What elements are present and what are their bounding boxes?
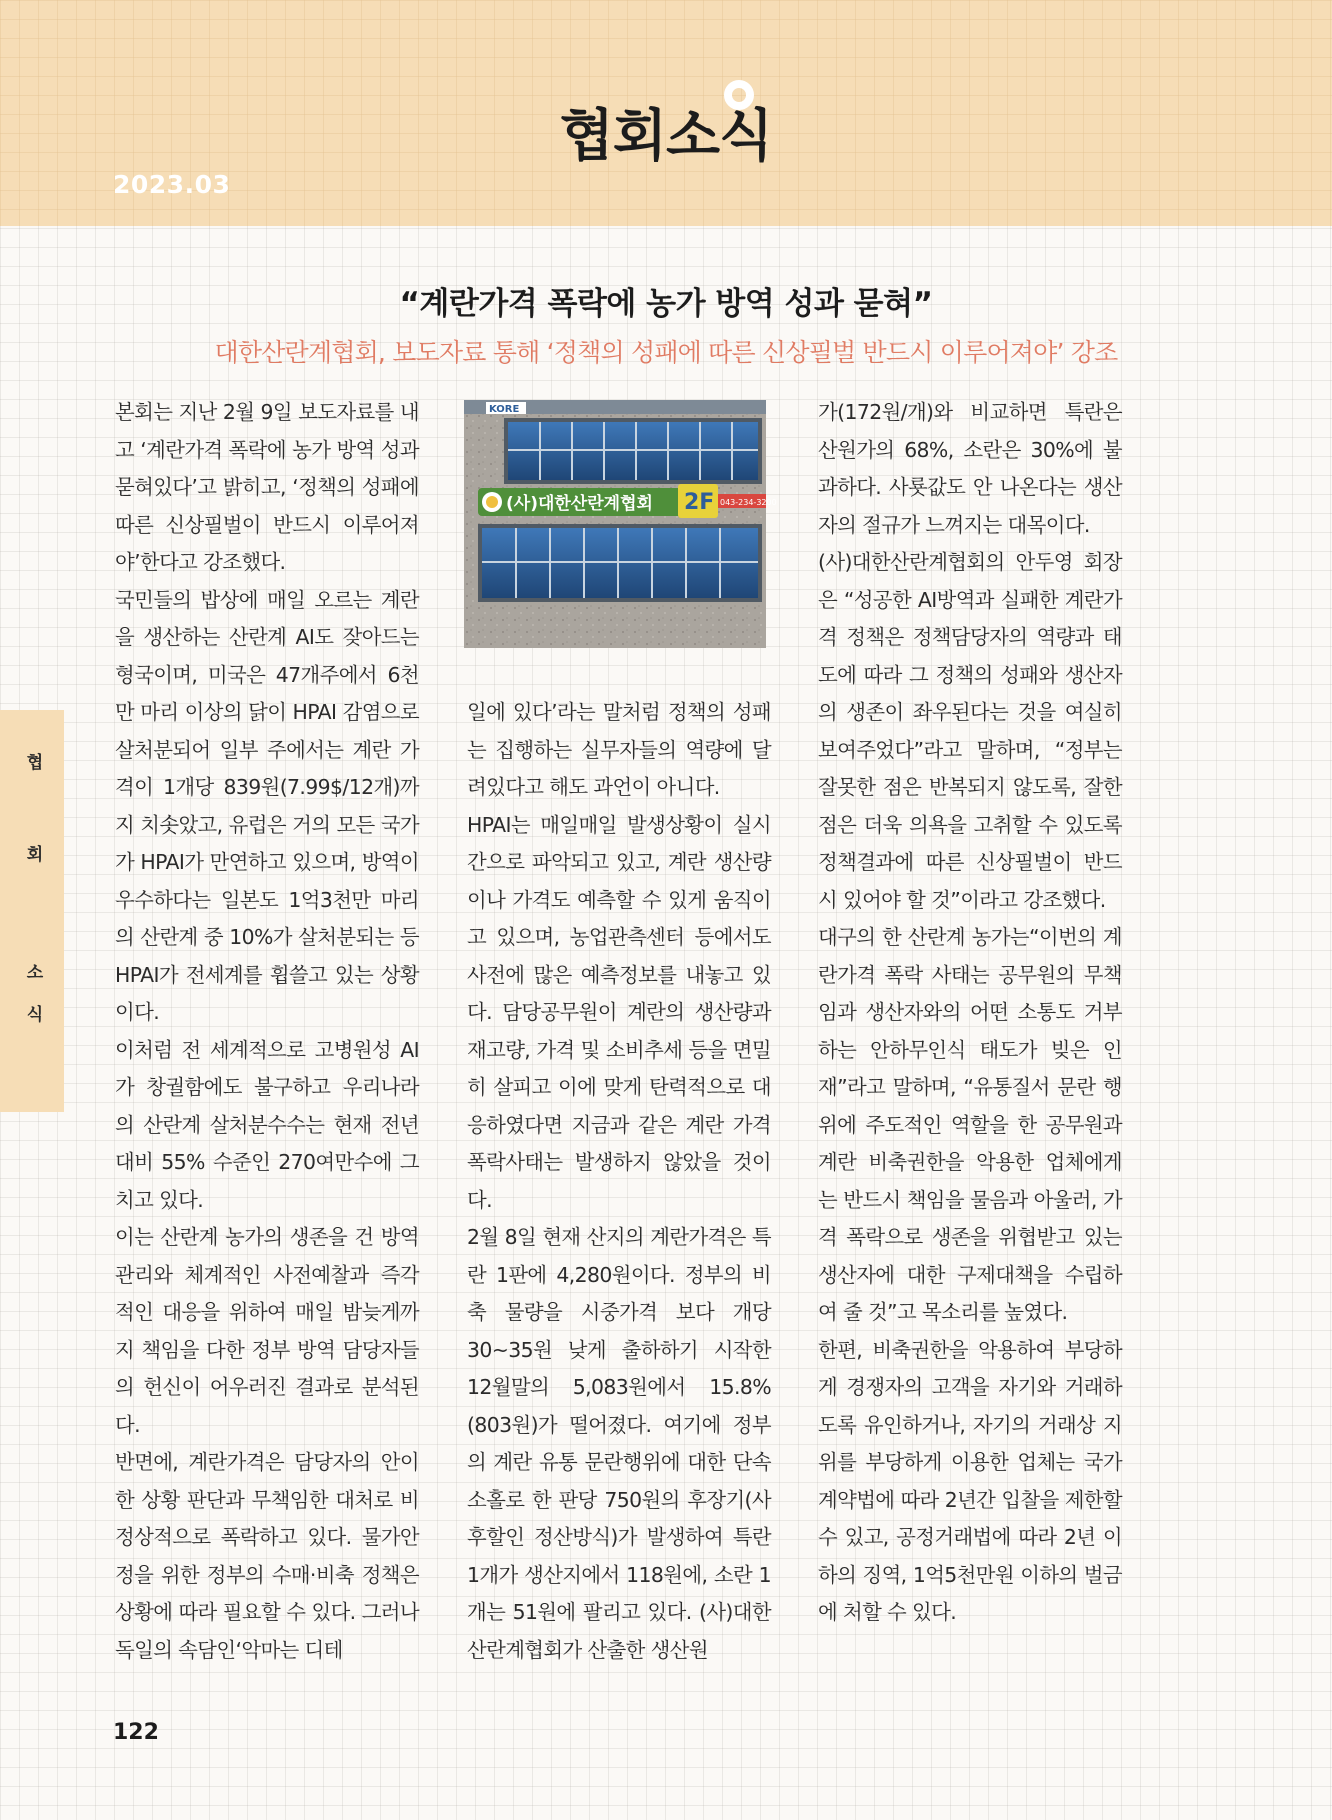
paragraph: 2월 8일 현재 산지의 계란가격은 특란 1판에 4,280원이다. 정부의 비축 물량을 시중가격 보다 개당 30~35원 낮게 출하하기 시작한 12월말의 5,083원에서 15.8%(803원)가 떨어졌다. 여기에 정부의 계란 유통 문란행위에 대한 단속 소홀로 한 판당 750원의 후장기(사후할인 정산방식)가 발생하여 특란 1개가 생산지에서 118원에, 소란 1개는 51원에 팔리고 있다. (사)대한산란계협회가 산출한 생산원: [467, 1225, 771, 1662]
section-title: 협회소식: [559, 104, 773, 169]
header-band: [0, 0, 1332, 226]
article-headline: “계란가격 폭락에 농가 방역 성과 묻혀”: [399, 286, 933, 322]
article-column-2: [467, 694, 771, 1669]
paragraph: 국민들의 밥상에 매일 오르는 계란을 생산하는 산란계 AI도 잦아드는 형국이며, 미국은 47개주에서 6천만 마리 이상의 닭이 HPAI 감염으로 살처분되어 일부 주에서는 계란 가격이 1개당 839원(7.99$/12개)까지 치솟았고, 유럽은 거의 모든 국가가 HPAI가 만연하고 있으며, 방역이 우수하다는 일본도 1억3천만 마리의 산란계 중 10%가 살처분되는 등 HPAI가 전세계를 휩쓸고 있는 상황이다.: [115, 587, 419, 1024]
paragraph: 일에 있다’라는 말처럼 정책의 성패는 집행하는 실무자들의 역량에 달려있다고 해도 과언이 아니다.: [467, 700, 771, 799]
side-tab-char: 협: [26, 753, 44, 773]
paragraph: 이처럼 전 세계적으로 고병원성 AI가 창궐함에도 불구하고 우리나라의 산란계 살처분수수는 현재 전년대비 55% 수준인 270여만수에 그치고 있다.: [115, 1037, 419, 1212]
association-building-photo: [464, 400, 777, 648]
paragraph: 가(172원/개)와 비교하면 특란은 산원가의 68%, 소란은 30%에 불과하다. 사룟값도 안 나온다는 생산자의 절규가 느껴지는 대목이다.: [818, 400, 1122, 537]
side-tab-char: 소: [26, 963, 44, 983]
sign-text: (사)대한산란계협회: [506, 494, 653, 514]
side-tab-char: 회: [26, 845, 44, 865]
floor-label: 2F: [684, 490, 715, 515]
article-column-1: [115, 394, 419, 1669]
paragraph: (사)대한산란계협회의 안두영 회장은 “성공한 AI방역과 실패한 계란가격 정책은 정책담당자의 역량과 태도에 따라 그 정책의 성패와 생산자의 생존이 좌우된다는 것을 여실히 보여주었다”라고 말하며, “정부는 잘못한 점은 반복되지 않도록, 잘한 점은 더욱 의욕을 고취할 수 있도록 정책결과에 따른 신상필벌이 반드시 있어야 할 것”이라고 강조했다.: [818, 550, 1122, 912]
issue-date: 2023.03: [113, 170, 231, 199]
paragraph: 한편, 비축권한을 악용하여 부당하게 경쟁자의 고객을 자기와 거래하도록 유인하거나, 자기의 거래상 지위를 부당하게 이용한 업체는 국가계약법에 따라 2년간 입찰을 제한할 수 있고, 공정거래법에 따라 2년 이하의 징역, 1억5천만원 이하의 벌금에 처할 수 있다.: [818, 1337, 1122, 1624]
phone-text: 043-234-3200: [720, 498, 777, 507]
paragraph: 이는 산란계 농가의 생존을 건 방역 관리와 체계적인 사전예찰과 즉각적인 대응을 위하여 매일 밤늦게까지 책임을 다한 정부 방역 담당자들의 헌신이 어우러진 결과로 분석된다.: [115, 1225, 419, 1437]
article-column-3: [818, 394, 1122, 1632]
side-tab-char: 식: [26, 1005, 44, 1025]
top-sign-text: KORE: [489, 404, 520, 415]
paragraph: 반면에, 계란가격은 담당자의 안이한 상황 판단과 무책임한 대처로 비정상적으로 폭락하고 있다. 물가안정을 위한 정부의 수매·비축 정책은 상황에 따라 필요할 수 있다. 그러나 독일의 속담인‘악마는 디테: [115, 1450, 419, 1662]
paragraph: 대구의 한 산란계 농가는“이번의 계란가격 폭락 사태는 공무원의 무책임과 생산자와의 어떤 소통도 거부하는 안하무인식 태도가 빚은 인재”라고 말하며, “유통질서 문란 행위에 주도적인 역할을 한 공무원과 계란 비축권한을 악용한 업체에게는 반드시 책임을 물음과 아울러, 가격 폭락으로 생존을 위협받고 있는 생산자에 대한 구제대책을 수립하여 줄 것”고 목소리를 높였다.: [818, 925, 1122, 1324]
building-illustration: [464, 400, 777, 648]
side-section-tab: [0, 710, 64, 1112]
article-subheadline: 대한산란계협회, 보도자료 통해 ‘정책의 성패에 따른 신상필벌 반드시 이루어져야’ 강조: [214, 338, 1118, 367]
circle-icon: [724, 80, 754, 110]
page-number: 122: [113, 1720, 159, 1745]
paragraph: HPAI는 매일매일 발생상황이 실시간으로 파악되고 있고, 계란 생산량이나 가격도 예측할 수 있게 움직이고 있으며, 농업관측센터 등에서도 사전에 많은 예측정보를 내놓고 있다. 담당공무원이 계란의 생산량과 재고량, 가격 및 소비추세 등을 면밀히 살피고 이에 맞게 탄력적으로 대응하였다면 지금과 같은 계란 가격 폭락사태는 발생하지 않았을 것이다.: [467, 812, 771, 1212]
paragraph: 본회는 지난 2월 9일 보도자료를 내고 ‘계란가격 폭락에 농가 방역 성과 묻혀있다’고 밝히고, ‘정책의 성패에 따른 신상필벌이 반드시 이루어져야’한다고 강조했다.: [115, 400, 419, 574]
